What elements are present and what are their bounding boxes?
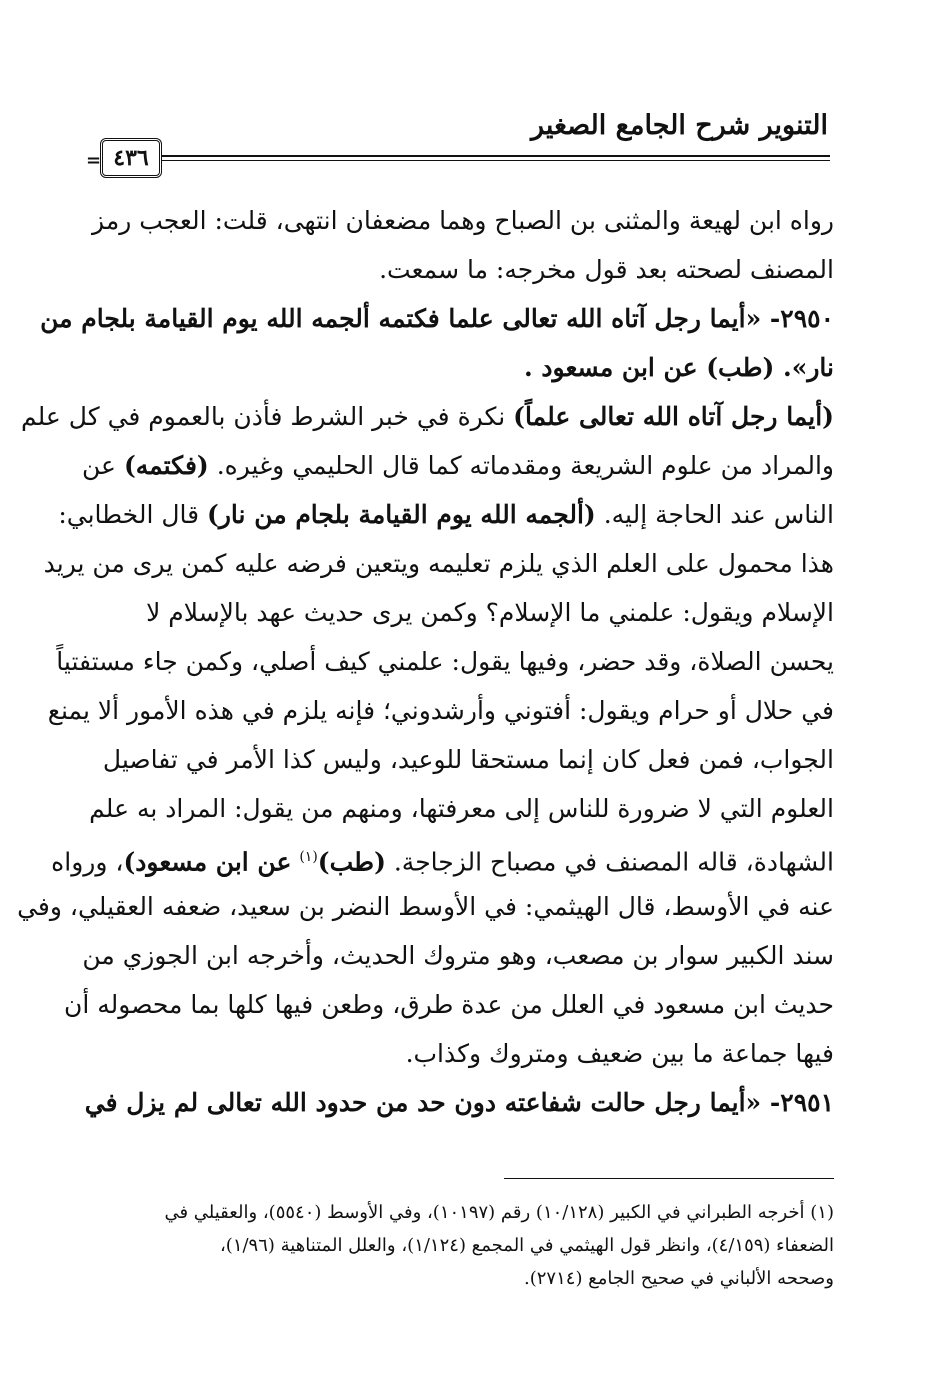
text-segment: العلوم التي لا ضرورة للناس إلى معرفتها، ومنهم من يقول: المراد به علم <box>89 794 834 823</box>
text-line <box>56 637 834 686</box>
footnote-line: وصححه الألباني في صحيح الجامع (٢٧١٤). <box>524 1268 834 1289</box>
text-segment: حديث ابن مسعود في العلل من عدة طرق، وطعن فيها كلها بما محصوله أن <box>64 990 834 1019</box>
text-line <box>104 1029 834 1078</box>
text-line <box>58 490 834 539</box>
text-segment: الناس عند الحاجة إليه. <box>595 500 834 529</box>
text-line <box>104 343 834 392</box>
bold-text: (ألجمه الله يوم القيامة بلجام من نار) <box>207 500 596 529</box>
bold-text: عن ابن مسعود) <box>123 847 292 877</box>
bold-text: (طب) <box>317 847 386 877</box>
text-line <box>40 294 834 343</box>
text-line <box>17 882 834 931</box>
text-segment: الجواب، فمن فعل كان إنما مستحقا للوعيد، وليس كذا الأمر في تفاصيل <box>102 745 834 774</box>
footnote-marker: (١) <box>299 849 318 865</box>
text-segment: عنه في الأوسط، قال الهيثمي: في الأوسط النضر بن سعيد، ضعفه العقيلي، وفي <box>17 892 834 921</box>
text-segment: الشهادة، قاله المصنف في مصباح الزجاجة. <box>385 847 834 877</box>
text-line <box>82 931 834 980</box>
text-segment: رواه ابن لهيعة والمثنى بن الصباح وهما مضعفان انتهى، قلت: العجب رمز <box>92 206 834 235</box>
text-line <box>104 588 834 637</box>
page-number-tick: = <box>86 150 102 171</box>
text-segment: هذا محمول على العلم الذي يلزم تعليمه ويتعين فرضه عليه كمن يرى من يريد <box>43 549 834 578</box>
bold-text: (أيما رجل آتاه الله تعالى علماً) <box>513 402 834 431</box>
text-segment: المصنف لصحته بعد قول مخرجه: ما سمعت. <box>379 255 834 284</box>
bold-text: نار». (طب) عن ابن مسعود . <box>524 353 834 382</box>
text-line <box>92 196 834 245</box>
text-line <box>84 1078 834 1127</box>
text-segment: سند الكبير سوار بن مصعب، وهو متروك الحديث، وأخرجه ابن الجوزي من <box>82 941 834 970</box>
text-line <box>51 833 834 882</box>
text-line <box>82 441 834 490</box>
text-line <box>47 686 834 735</box>
text-line <box>104 735 834 784</box>
bold-text: (فكتمه) <box>123 451 209 480</box>
text-segment: والمراد من علوم الشريعة ومقدماته كما قال الحليمي وغيره. <box>208 451 834 480</box>
text-segment: الإسلام ويقول: علمني ما الإسلام؟ وكمن يرى حديث عهد بالإسلام لا <box>146 598 834 627</box>
header-rule <box>160 155 830 157</box>
text-segment: يحسن الصلاة، وقد حضر، وفيها يقول: علمني كيف أصلي، وكمن جاء مستفتياً <box>56 647 834 676</box>
text-segment: فيها جماعة ما بين ضعيف ومتروك وكذاب. <box>405 1039 834 1068</box>
main-text <box>17 196 834 1127</box>
footnote-rule <box>504 1178 834 1179</box>
text-segment: عن <box>82 451 124 480</box>
text-line <box>104 245 834 294</box>
text-segment: نكرة في خبر الشرط فأذن بالعموم في كل علم <box>21 402 514 431</box>
bold-text: ٢٩٥١- «أيما رجل حالت شفاعته دون حد من حدود الله تعالى لم يزل في <box>84 1088 834 1117</box>
text-line <box>89 784 834 833</box>
running-title: التنوير شرح الجامع الصغير <box>531 110 828 141</box>
page-number: ٤٣٦ <box>100 138 162 178</box>
text-segment: ، ورواه <box>51 847 124 877</box>
text-segment: في حلال أو حرام ويقول: أفتوني وأرشدوني؛ فإنه يلزم في هذه الأمور ألا يمنع <box>47 696 834 725</box>
text-segment: قال الخطابي: <box>58 500 208 529</box>
text-line <box>21 392 834 441</box>
text-line <box>43 539 834 588</box>
footnote-line: الضعفاء (٤/١٥٩)، وانظر قول الهيثمي في المجمع (١/١٢٤)، والعلل المتناهية (١/٩٦)، <box>219 1235 834 1256</box>
footnotes <box>104 1196 834 1295</box>
text-line <box>64 980 834 1029</box>
footnote-line: (١) أخرجه الطبراني في الكبير (١٠/١٢٨) رقم (١٠١٩٧)، وفي الأوسط (٥٥٤٠)، والعقيلي في <box>164 1202 834 1223</box>
bold-text: ٢٩٥٠- «أيما رجل آتاه الله تعالى علما فكتمه ألجمه الله يوم القيامة بلجام من <box>40 304 834 333</box>
